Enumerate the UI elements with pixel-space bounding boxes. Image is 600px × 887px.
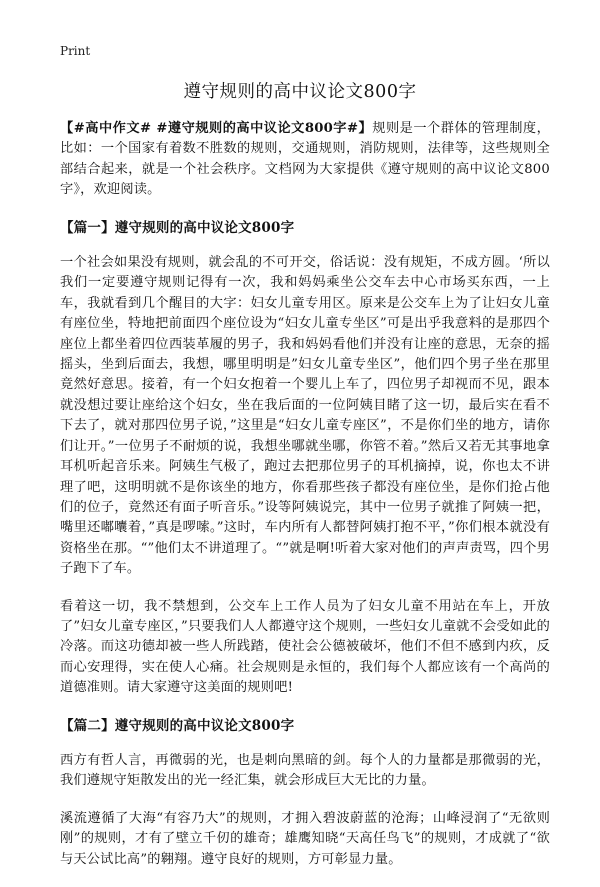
section1-paragraph-2: 看着这一切，我不禁想到，公交车上工作人员为了妇女儿童不用站在车上，开放了”妇女儿童专座区，”只要我们人人都遵守这个规则，一些妇女儿童就不会受如此的冷落。而这功德却被一些人所践踏，使社会公德被破坏，他们不但不感到内疚，反而心安理得，实在使人心痛。社会规则是永恒的，我们每个人都应该有一个高尚的道德准则。请大家遵守这美面的规则吧!	[60, 598, 550, 696]
page-title: 遵守规则的高中议论文800字	[183, 82, 417, 102]
article-body	[60, 119, 550, 887]
section1-paragraph-1: 一个社会如果没有规则，就会乱的不可开交，俗话说：没有规矩，不成方圆。‘所以我们一定要遵守规则记得有一次，我和妈妈乘坐公交车去中心市场买东西，一上车，我就看到几个醒目的大字：妇女儿童专用区。原来是公交车上为了让妇女儿童有座位坐，特地把前面四个座位设为“妇女儿童专坐区”可是出乎我意料的是那四个座位上都坐着四位西装革履的男子，我和妈妈看他们并没有让座的意思，无奈的摇摇头，坐到后面去，我想，哪里明明是”妇女儿童专坐区”，他们四个男子坐在那里竟然好意思。接着，有一个妇女抱着一个婴儿上车了，四位男子却视而不见，跟本就没想过要让座给这个妇女，坐在我后面的一位阿姨目睹了这一切，最后实在看不下去了，就对那四位男子说，”这里是“妇女儿童专座区”，不是你们坐的地方，请你们让开。”一位男子不耐烦的说，我想坐哪就坐哪，你管不着。”然后又若无其事地拿耳机听起音乐来。阿姨生气极了，跑过去把那位男子的耳机摘掉，说，你也太不讲理了吧，这明明就不是你该坐的地方，你看那些孩子都没有座位坐，是你们抢占他们的位子，竟然还有面子听音乐。”设等阿姨说完，其中一位男子就推了阿姨一把，嘴里还嘟囔着，”真是啰嗦。”这时，车内所有人都替阿姨打抱不平，”你们根本就没有资格坐在那。“”他们太不讲道理了。“”就是啊!听着大家对他们的声声责骂，四个男子跑下了车。	[60, 255, 550, 577]
section1-heading: 【篇一】遵守规则的高中议论文800字	[60, 219, 295, 236]
section2-paragraph-2: 溪流遵循了大海“有容乃大”的规则，才拥入碧波蔚蓝的沧海；山峰浸润了“无欲则刚”的规则，才有了壁立千仞的雄奇；雄鹰知晓“天高任鸟飞”的规则，才成就了“欲与天公试比高”的翱翔。遵守良好的规则，方可彰显力量。	[60, 810, 550, 867]
intro-paragraph	[60, 119, 550, 201]
intro-text: 规则是一个群体的管理制度，比如：一个国家有着数不胜数的规则，交通规则，消防规则，法律等，这些规则全部结合起来，就是一个社会秩序。文档网为大家提供《遵守规则的高中议论文800字》，欢迎阅读。	[60, 121, 550, 198]
section2-paragraph-1: 西方有哲人言，再微弱的光，也是刺向黑暗的剑。每个人的力量都是那微弱的光，我们遵规守矩散发出的光一经汇集，就会形成巨大无比的力量。	[60, 752, 550, 789]
print-link[interactable]: Print	[60, 44, 91, 58]
section2-heading: 【篇二】遵守规则的高中议论文800字	[60, 717, 295, 734]
intro-tag: 【#高中作文# #遵守规则的高中议论文800字#】	[60, 121, 373, 136]
